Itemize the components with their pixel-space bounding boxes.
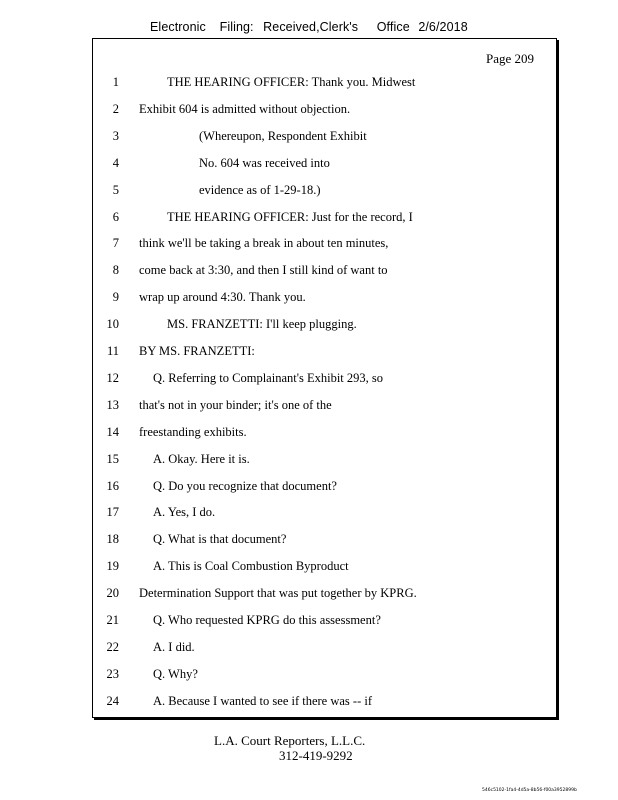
line-number: 18 [106, 532, 119, 547]
stamp-received: Received,Clerk's [263, 20, 359, 34]
transcript-line [93, 371, 556, 397]
line-text: Q. Why? [153, 666, 198, 681]
line-number: 16 [106, 478, 119, 493]
line-number: 20 [106, 586, 119, 601]
line-text: Q. Who requested KPRG do this assessment? [153, 613, 381, 627]
line-text: come back at 3:30, and then I still kind of want to [139, 263, 388, 278]
line-number: 8 [112, 263, 119, 278]
line-number: 4 [112, 155, 119, 170]
line-text: MS. FRANZETTI: I'll keep plugging. [167, 317, 357, 332]
transcript-page [92, 38, 557, 718]
line-text: Q. Referring to Complainant's Exhibit 293, so [153, 370, 384, 385]
filing-stamp [150, 20, 468, 34]
line-number: 3 [112, 128, 119, 143]
transcript-line [93, 425, 556, 451]
stamp-filing: Filing: [219, 20, 254, 34]
transcript-line [93, 344, 556, 370]
line-number: 9 [112, 290, 119, 305]
line-text: Q. Do you recognize that document? [153, 478, 337, 493]
line-number: 2 [112, 101, 119, 116]
line-number: 7 [112, 236, 119, 251]
transcript-line [93, 317, 556, 343]
footer-company: L.A. Court Reporters, L.L.C. [214, 733, 366, 748]
line-number: 24 [106, 693, 119, 708]
line-text: Determination Support that was put together by KPRG. [139, 586, 417, 601]
stamp-electronic: Electronic [150, 20, 206, 34]
transcript-line [93, 183, 556, 209]
line-number: 23 [106, 666, 119, 681]
line-text: that's not in your binder; it's one of the [139, 397, 332, 412]
stamp-office: Office [376, 20, 410, 34]
transcript-line [93, 694, 556, 720]
line-number: 13 [106, 397, 119, 412]
line-number: 22 [106, 639, 119, 654]
line-text: No. 604 was received into [199, 155, 330, 170]
transcript-line [93, 559, 556, 585]
line-text: THE HEARING OFFICER: Thank you. Midwest [167, 75, 416, 89]
transcript-line [93, 102, 556, 128]
line-text: A. Okay. Here it is. [153, 451, 250, 466]
line-number: 10 [106, 317, 119, 332]
stamp-date: 2/6/2018 [418, 20, 468, 34]
line-number: 14 [106, 424, 119, 439]
document-id: 546c5102-1fa4-4d5a-8b56-f00a3952899b [482, 788, 577, 793]
line-text: BY MS. FRANZETTI: [139, 344, 255, 358]
transcript-line [93, 586, 556, 612]
transcript-line [93, 667, 556, 693]
line-text: Exhibit 604 is admitted without objection. [139, 101, 351, 116]
transcript-line [93, 452, 556, 478]
transcript-line [93, 505, 556, 531]
line-text: freestanding exhibits. [139, 424, 247, 439]
transcript-line [93, 263, 556, 289]
line-number: 11 [106, 344, 119, 358]
transcript-line [93, 156, 556, 182]
line-number: 17 [106, 505, 119, 520]
line-number: 12 [106, 370, 119, 385]
line-number: 19 [106, 559, 119, 574]
transcript-line [93, 75, 556, 101]
transcript-line [93, 398, 556, 424]
line-text: think we'll be taking a break in about ten minutes, [139, 236, 389, 251]
line-number: 15 [106, 451, 119, 466]
transcript-line [93, 236, 556, 262]
transcript-line [93, 290, 556, 316]
line-text: (Whereupon, Respondent Exhibit [199, 128, 367, 143]
line-number: 5 [112, 182, 119, 197]
transcript-line [93, 479, 556, 505]
line-text: A. This is Coal Combustion Byproduct [153, 559, 349, 574]
line-text: wrap up around 4:30. Thank you. [139, 290, 306, 305]
transcript-line [93, 210, 556, 236]
line-text: A. I did. [153, 639, 195, 654]
transcript-line [93, 613, 556, 639]
transcript-line [93, 532, 556, 558]
line-number: 1 [112, 75, 119, 89]
line-text: A. Because I wanted to see if there was -- if [153, 693, 373, 708]
transcript-line [93, 129, 556, 155]
line-text: evidence as of 1-29-18.) [199, 182, 321, 197]
transcript-line [93, 640, 556, 666]
page-number: Page 209 [485, 51, 534, 66]
line-number: 6 [112, 209, 119, 224]
line-text: A. Yes, I do. [153, 505, 216, 520]
footer-phone: 312-419-9292 [279, 748, 353, 763]
line-number: 21 [106, 613, 119, 627]
line-text: Q. What is that document? [153, 532, 287, 547]
line-text: THE HEARING OFFICER: Just for the record, I [167, 209, 413, 224]
